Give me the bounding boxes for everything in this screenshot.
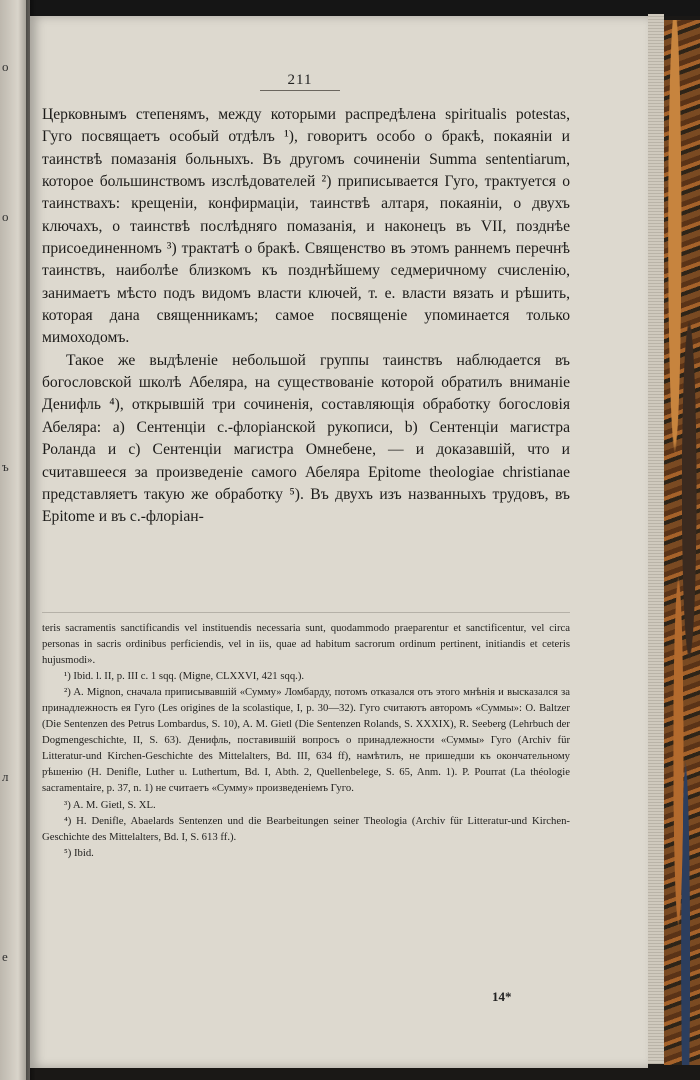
main-text	[42, 104, 570, 529]
footnotes	[42, 620, 570, 861]
footnote: ⁴) H. Denifle, Abaelards Sentenzen und die Bearbeitungen seiner Theologia (Archiv für Litteratur-und Kirchen-Geschichte des Mittelalters, Bd. I, S. 613 ff.).	[42, 814, 570, 843]
prev-page-fragment: о	[2, 209, 9, 224]
prev-page-fragment: л	[2, 769, 9, 784]
body-paragraph: Такое же выдѣленіе небольшой группы таинствъ наблюдается въ богословской школѣ Абеляра, на существованіе которой обратилъ вниманіе Денифль ⁴), открывшій три сочиненія, составляющія обработку богословія Абеляра: a) Сентенціи с.-флоріанской рукописи, b) Сентенціи магистра Роланда и c) Сентенціи магистра Омнебене, — и доказавшій, что и считавшееся за произведеніе самого Абеляра Epitome theologiae christianae представляетъ такую же обработку ⁵). Въ двухъ изъ названныхъ трудовъ, въ Epitome и въ с.-флоріан-	[42, 351, 570, 526]
footnote: ³) A. M. Gietl, S. XL.	[64, 798, 156, 811]
book-page	[30, 16, 648, 1068]
page-number: 211	[260, 72, 340, 91]
footnote: teris sacramentis sanctificandis vel instituendis necessaria sunt, quodammodo praeparentur et sanctificentur, vel circa personas in sacris ordinibus perficiendis, vel in iis, quae ad habitum sacrorum ordinum pertinent, initiandis et ceteris hujusmodi».	[42, 622, 570, 667]
body-paragraph: Церковнымъ степенямъ, между которыми распредѣлена spiritualis potestas, Гуго посвящаетъ особый отдѣлъ ¹), говоритъ особо о бракѣ, покаяніи и таинствѣ помазанія больныхъ. Въ другомъ сочиненіи Summa sententiarum, которое большинствомъ изслѣдователей ²) приписывается Гуго, трактуется о таинствахъ: крещеніи, конфирмаціи, таинствѣ алтаря, покаяніи, о двухъ ключахъ, о таинствѣ послѣдняго помазанія, и наконецъ въ VII, позднѣе присоединенномъ ³) трактатѣ о бракѣ. Священство въ этомъ раннемъ перечнѣ таинствъ, наиболѣе близкомъ къ позднѣйшему седмеричному счисленію, занимаетъ мѣсто подъ видомъ власти ключей, т. е. власти вязать и рѣшить, которая дана священникамъ; самое посвященіе упоминается только мимоходомъ.	[42, 106, 570, 347]
prev-page-fragment: е	[2, 949, 8, 964]
page-block-edge	[648, 14, 664, 1064]
footnote: ²) A. Mignon, сначала приписывавшій «Сумму» Ломбарду, потомъ отказался отъ этого мнѣнія и высказался за принадлежность ея Гуго (Les origines de la scolastique, I, p. 30—32). Гуго считаютъ авторомъ «Суммы»: O. Baltzer (Die Sentenzen des Petrus Lombardus, S. 10), A. M. Gietl (Die Sentenzen Rolands, S. XXXIX), R. Seeberg (Lehrbuch der Dogmengeschichte, II, S. 63). Денифль, поставившій вопросъ о принадлежности «Суммы» Гуго (Archiv für Litteratur-und Kirchen-Geschichte des Mittelalters, Bd. III, 634 ff), намѣтилъ, не пришедши къ окончательному рѣшенію (H. Denifle, Luther u. Luthertum, Bd. I, Abth. 2, Quellenbelege, S. 65, Anm. 1). P. Pourrat (La théologie sacramentaire, p. 37, n. 1) не считаетъ «Сумму» произведеніемъ Гуго.	[42, 686, 570, 795]
footnote-separator	[42, 612, 570, 613]
signature-mark: 14*	[492, 989, 512, 1004]
footnote: ¹) Ibid. l. II, p. III c. 1 sqq. (Migne, CLXXVI, 421 sqq.).	[64, 670, 305, 683]
prev-page-fragment: ъ	[2, 459, 9, 474]
top-background	[0, 0, 700, 16]
footnote: ⁵) Ibid.	[64, 846, 94, 859]
marbled-cover	[664, 20, 700, 1065]
prev-page-fragment: о	[2, 59, 9, 74]
